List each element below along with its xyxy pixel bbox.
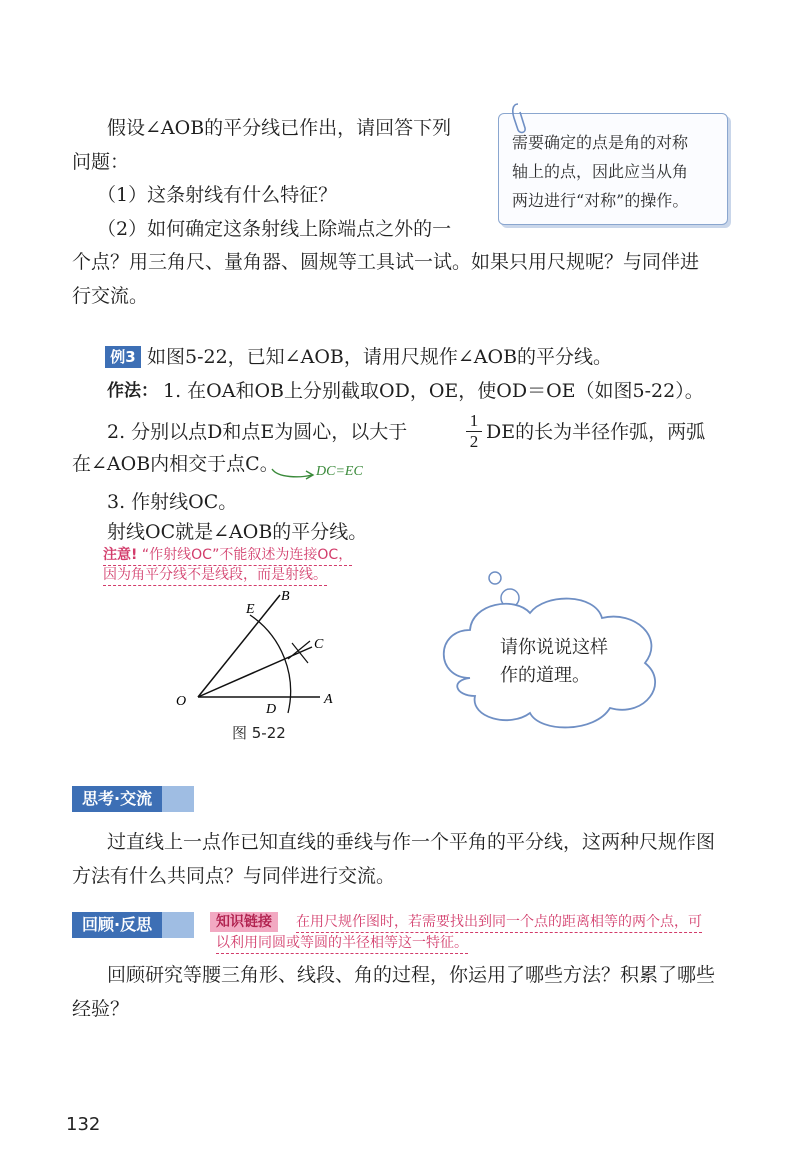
- fraction-denominator: 2: [469, 432, 479, 451]
- ray-oc: [198, 647, 312, 697]
- intro-line-2: 问题：: [72, 151, 130, 173]
- label-c: C: [314, 637, 324, 652]
- question-2-line-3: 行交流。: [72, 285, 149, 307]
- note-box: [103, 546, 352, 586]
- review-line-1: 回顾研究等腰三角形、线段、角的过程，你运用了哪些方法？积累了哪些: [107, 964, 716, 986]
- review-section-label: 回顾·反思: [72, 912, 162, 938]
- question-2-line-2: 个点？用三角尺、量角器、圆规等工具试一试。如果只用尺规呢？与同伴进: [72, 251, 700, 273]
- knowledge-link-label: 知识链接: [210, 912, 278, 932]
- think-line-1: 过直线上一点作已知直线的垂线与作一个平角的平分线，这两种尺规作图: [107, 831, 716, 853]
- step-3: 3. 作射线OC。: [107, 491, 238, 513]
- step-2-part-2: DE的长为半径作弧，两弧: [486, 421, 706, 443]
- note-label: 注意!: [103, 547, 138, 563]
- annotation-dc-ec: DC=EC: [316, 464, 363, 479]
- question-2-line-1: （2）如何确定这条射线上除端点之外的一: [97, 218, 452, 240]
- note-line-1: “作射线OC”不能叙述为连接OC，: [141, 547, 353, 563]
- sidenote-line-3: 两边进行“对称”的操作。: [512, 191, 689, 210]
- step-2-line-2: 在∠AOB内相交于点C。: [72, 453, 279, 475]
- page-number: 132: [66, 1114, 101, 1135]
- intersection-arcs-c: [288, 641, 310, 663]
- method-label: 作法：: [107, 381, 158, 401]
- note-row-2: [103, 566, 327, 586]
- sidenote-line-2: 轴上的点，因此应当从角: [512, 162, 689, 181]
- fraction-numerator: 1: [469, 411, 479, 430]
- label-e: E: [246, 602, 255, 617]
- conclusion: 射线OC就是∠AOB的平分线。: [107, 521, 368, 543]
- note-line-2: 因为角平分线不是线段，而是射线。: [103, 567, 327, 583]
- fraction-one-half: [466, 412, 482, 451]
- label-d: D: [266, 702, 277, 717]
- annotation-arrow-icon: [270, 466, 316, 482]
- step-1: 1. 在OA和OB上分别截取OD，OE，使OD＝OE（如图5-22）。: [163, 380, 704, 402]
- think-section-label: 思考·交流: [72, 786, 162, 812]
- cloud-text: [500, 634, 650, 690]
- cloud-line-2: 作的道理。: [500, 665, 590, 686]
- review-line-2: 经验？: [72, 998, 130, 1020]
- cloud-line-1: 请你说说这样: [500, 637, 608, 658]
- label-a: A: [324, 692, 333, 707]
- intro-line-1: 假设∠AOB的平分线已作出，请回答下列: [107, 117, 452, 139]
- label-o: O: [176, 694, 187, 709]
- knowledge-link-line-1: 在用尺规作图时，若需要找出到同一个点的距离相等的两个点，可: [296, 912, 702, 933]
- sidenote-text: [512, 128, 718, 215]
- example-statement: 如图5-22，已知∠AOB，请用尺规作∠AOB的平分线。: [147, 346, 613, 368]
- note-row-1: [103, 546, 352, 566]
- knowledge-link-line-2: 以利用同圆或等圆的半径相等这一特征。: [216, 933, 468, 954]
- step-2-part-1: 2. 分别以点D和点E为圆心，以大于: [107, 421, 408, 443]
- sidenote-line-1: 需要确定的点是角的对称: [512, 133, 689, 152]
- ray-ob: [198, 595, 280, 697]
- figure-angle-bisector: [170, 585, 360, 720]
- think-line-2: 方法有什么共同点？与同伴进行交流。: [72, 865, 396, 887]
- arc-center-o: [250, 615, 291, 713]
- question-1: （1）这条射线有什么特征？: [97, 184, 338, 206]
- example-label: 例3: [105, 346, 141, 368]
- figure-caption: 图 5-22: [232, 724, 286, 742]
- label-b: B: [281, 589, 290, 604]
